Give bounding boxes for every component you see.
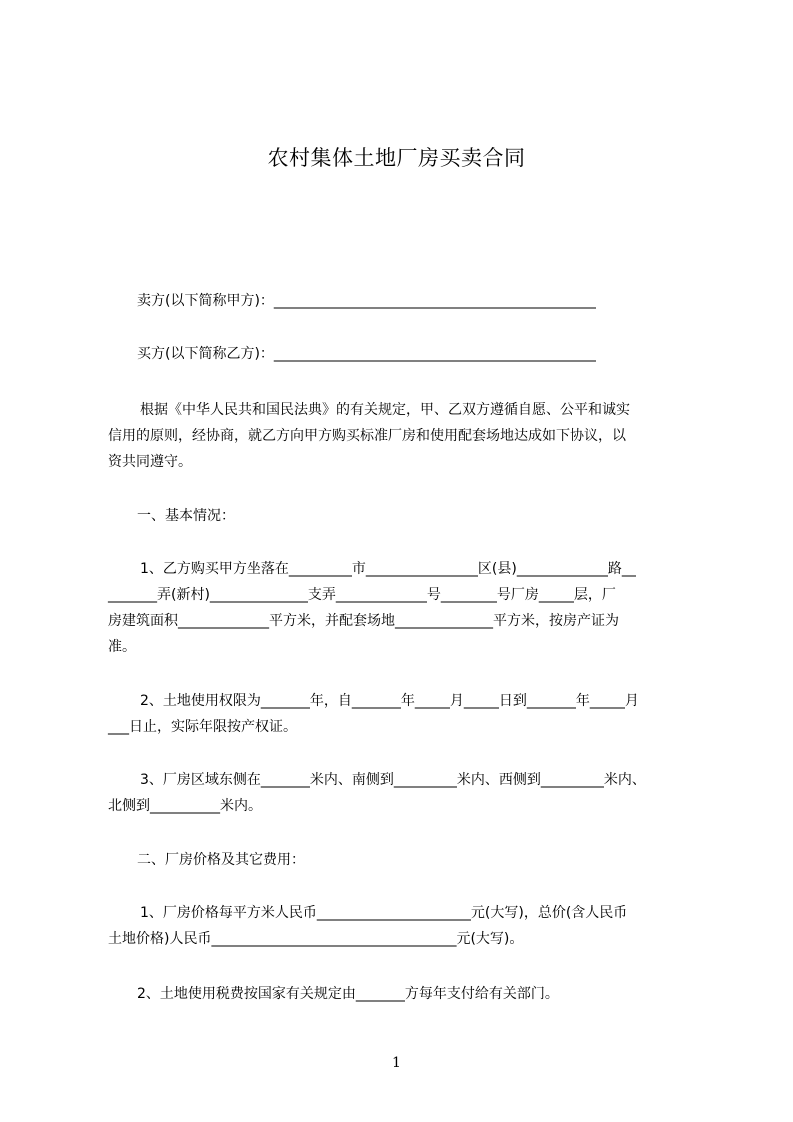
buyer-line: 买方(以下简称乙方)：______________________________________________ xyxy=(137,346,596,362)
clause-2-2: 2、土地使用税费按国家有关规定由_______方每年支付给有关部门。 xyxy=(137,986,559,1002)
clause-line: 北侧到__________米内。 xyxy=(108,798,262,814)
section-heading: 二、厂房价格及其它费用： xyxy=(137,852,305,868)
clause-line: 1、乙方购买甲方坐落在_________市________________区(县)_____________路__ xyxy=(140,561,636,577)
clause-line: 房建筑面积_____________平方米，并配套场地______________平方米，按房产证为 xyxy=(108,613,619,629)
clause-line: ___日止，实际年限按产权证。 xyxy=(108,719,297,735)
clause-line: 土地价格)人民币___________________________________元(大写)。 xyxy=(108,931,524,947)
document-title: 农村集体土地厂房买卖合同 xyxy=(267,146,526,170)
clause-line: 3、厂房区域东侧在_______米内、南侧到_________米内、西侧到_________米内、 xyxy=(140,772,646,788)
clause-line: 2、土地使用权限为_______年，自_______年_____月_____日到_______年_____月 xyxy=(140,693,639,709)
clause-line: 1、厂房价格每平方米人民币______________________元(大写)，总价(含人民币 xyxy=(140,905,628,921)
preamble-line: 根据《中华人民共和国民法典》的有关规定，甲、乙双方遵循自愿、公平和诚实 xyxy=(140,402,630,418)
seller-line: 卖方(以下简称甲方)：______________________________________________ xyxy=(137,293,596,309)
section-heading: 一、基本情况： xyxy=(137,508,235,524)
clause-line: 准。 xyxy=(108,639,136,655)
preamble-line: 信用的原则，经协商，就乙方向甲方购买标准厂房和使用配套场地达成如下协议，以 xyxy=(108,428,626,444)
preamble-line: 资共同遵守。 xyxy=(108,454,192,470)
page-number: 1 xyxy=(392,1055,401,1071)
clause-line: _______弄(新村)______________支弄_____________号________号厂房_____层，厂 xyxy=(108,587,616,603)
